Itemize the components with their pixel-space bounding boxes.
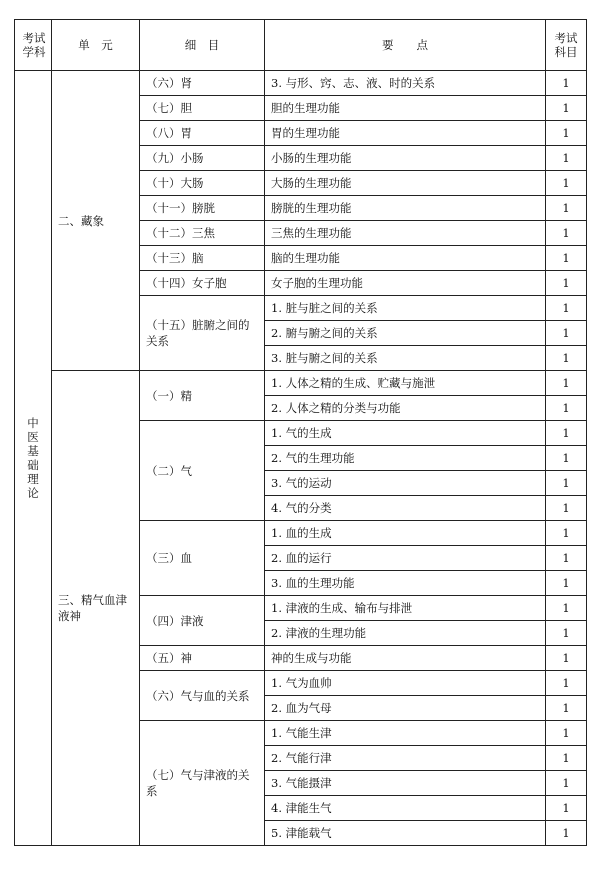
item-cell: （九）小肠: [140, 146, 265, 171]
exam-cell: 1: [546, 246, 587, 271]
item-cell: （三）血: [140, 521, 265, 596]
item-cell: （五）神: [140, 646, 265, 671]
exam-cell: 1: [546, 571, 587, 596]
point-cell: 2. 气的生理功能: [265, 446, 546, 471]
exam-cell: 1: [546, 321, 587, 346]
exam-cell: 1: [546, 496, 587, 521]
item-cell: （十二）三焦: [140, 221, 265, 246]
point-cell: 4. 津能生气: [265, 796, 546, 821]
header-item: 细 目: [140, 20, 265, 71]
item-cell: （七）胆: [140, 96, 265, 121]
point-cell: 女子胞的生理功能: [265, 271, 546, 296]
point-cell: 2. 津液的生理功能: [265, 621, 546, 646]
header-exam: 考试科目: [546, 20, 587, 71]
exam-cell: 1: [546, 521, 587, 546]
exam-cell: 1: [546, 646, 587, 671]
exam-cell: 1: [546, 396, 587, 421]
item-cell: （六）肾: [140, 71, 265, 96]
point-cell: 神的生成与功能: [265, 646, 546, 671]
point-cell: 1. 血的生成: [265, 521, 546, 546]
exam-cell: 1: [546, 146, 587, 171]
item-cell: （十五）脏腑之间的关系: [140, 296, 265, 371]
item-cell: （十一）膀胱: [140, 196, 265, 221]
exam-cell: 1: [546, 821, 587, 846]
header-subject: 考试学科: [15, 20, 52, 71]
exam-cell: 1: [546, 721, 587, 746]
point-cell: 1. 气为血帅: [265, 671, 546, 696]
unit-cell: 三、精气血津液神: [52, 371, 140, 846]
point-cell: 1. 津液的生成、输布与排泄: [265, 596, 546, 621]
exam-cell: 1: [546, 796, 587, 821]
exam-cell: 1: [546, 771, 587, 796]
point-cell: 3. 气的运动: [265, 471, 546, 496]
point-cell: 三焦的生理功能: [265, 221, 546, 246]
exam-cell: 1: [546, 121, 587, 146]
header-unit: 单 元: [52, 20, 140, 71]
exam-cell: 1: [546, 346, 587, 371]
point-cell: 2. 血为气母: [265, 696, 546, 721]
item-cell: （八）胃: [140, 121, 265, 146]
point-cell: 胃的生理功能: [265, 121, 546, 146]
item-cell: （二）气: [140, 421, 265, 521]
point-cell: 大肠的生理功能: [265, 171, 546, 196]
point-cell: 3. 脏与腑之间的关系: [265, 346, 546, 371]
point-cell: 1. 脏与脏之间的关系: [265, 296, 546, 321]
point-cell: 2. 人体之精的分类与功能: [265, 396, 546, 421]
item-cell: （十三）脑: [140, 246, 265, 271]
subject-cell: 中医基础理论: [15, 71, 52, 846]
header-point: 要 点: [265, 20, 546, 71]
point-cell: 3. 气能摄津: [265, 771, 546, 796]
exam-cell: 1: [546, 271, 587, 296]
exam-cell: 1: [546, 671, 587, 696]
unit-cell: 二、藏象: [52, 71, 140, 371]
point-cell: 2. 腑与腑之间的关系: [265, 321, 546, 346]
table-row: [15, 371, 587, 396]
exam-cell: 1: [546, 696, 587, 721]
exam-cell: 1: [546, 546, 587, 571]
exam-cell: 1: [546, 596, 587, 621]
exam-cell: 1: [546, 196, 587, 221]
item-cell: （七）气与津液的关系: [140, 721, 265, 846]
point-cell: 2. 血的运行: [265, 546, 546, 571]
exam-cell: 1: [546, 621, 587, 646]
point-cell: 膀胱的生理功能: [265, 196, 546, 221]
point-cell: 2. 气能行津: [265, 746, 546, 771]
point-cell: 1. 人体之精的生成、贮藏与施泄: [265, 371, 546, 396]
item-cell: （四）津液: [140, 596, 265, 646]
point-cell: 脑的生理功能: [265, 246, 546, 271]
item-cell: （十四）女子胞: [140, 271, 265, 296]
header-row: [15, 20, 587, 71]
exam-cell: 1: [546, 446, 587, 471]
point-cell: 4. 气的分类: [265, 496, 546, 521]
item-cell: （十）大肠: [140, 171, 265, 196]
exam-cell: 1: [546, 96, 587, 121]
point-cell: 胆的生理功能: [265, 96, 546, 121]
exam-cell: 1: [546, 746, 587, 771]
syllabus-table: [14, 19, 587, 846]
point-cell: 5. 津能载气: [265, 821, 546, 846]
point-cell: 3. 血的生理功能: [265, 571, 546, 596]
point-cell: 1. 气能生津: [265, 721, 546, 746]
exam-cell: 1: [546, 221, 587, 246]
exam-cell: 1: [546, 471, 587, 496]
exam-cell: 1: [546, 171, 587, 196]
item-cell: （一）精: [140, 371, 265, 421]
table-row: [15, 71, 587, 96]
point-cell: 3. 与形、窍、志、液、时的关系: [265, 71, 546, 96]
exam-cell: 1: [546, 421, 587, 446]
exam-cell: 1: [546, 296, 587, 321]
item-cell: （六）气与血的关系: [140, 671, 265, 721]
exam-cell: 1: [546, 371, 587, 396]
exam-cell: 1: [546, 71, 587, 96]
point-cell: 1. 气的生成: [265, 421, 546, 446]
point-cell: 小肠的生理功能: [265, 146, 546, 171]
